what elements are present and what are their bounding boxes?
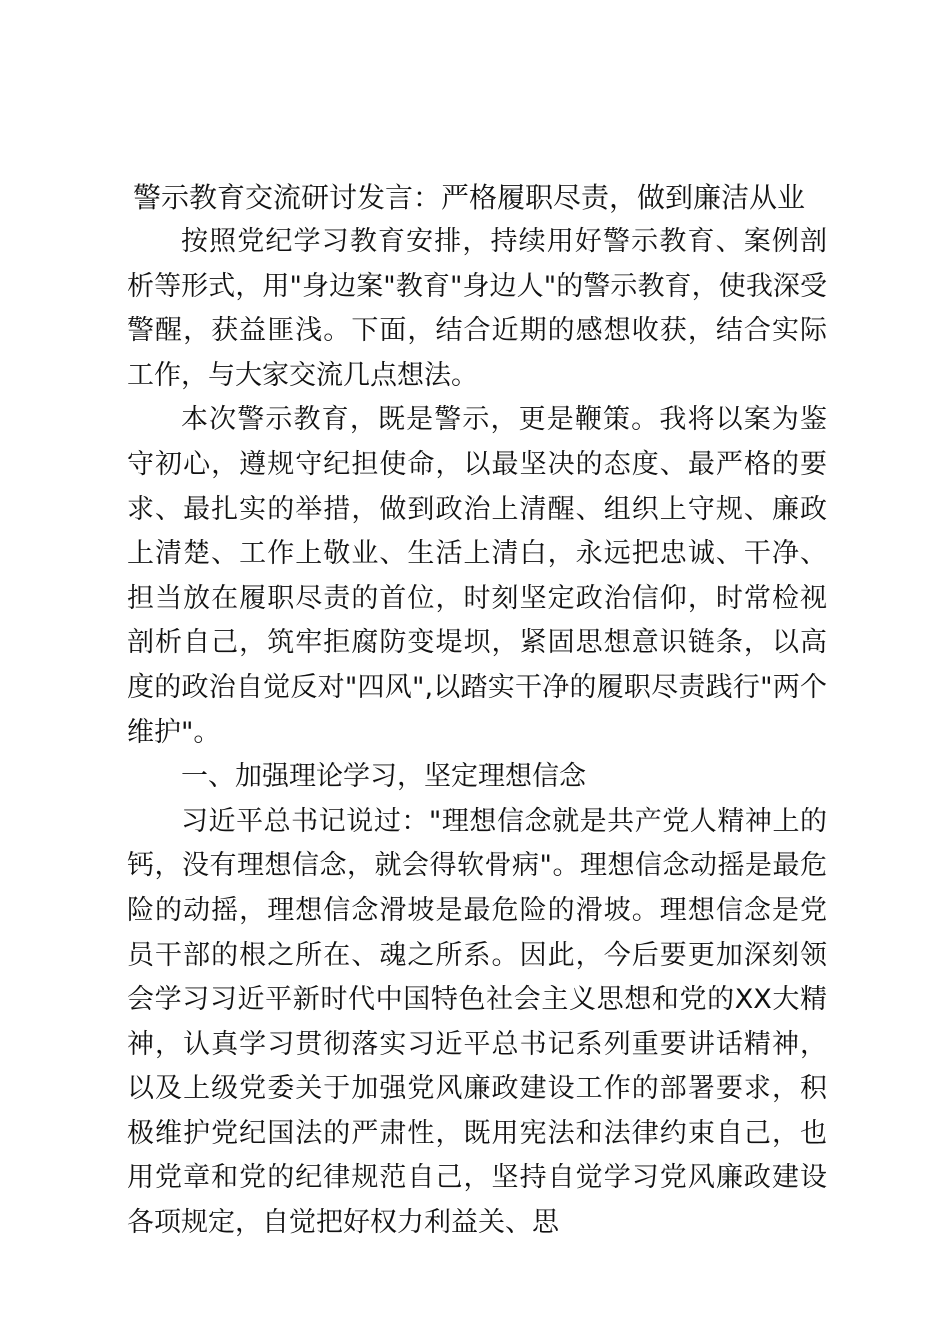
document-title: 警示教育交流研讨发言：严格履职尽责，做到廉洁从业 — [133, 181, 806, 214]
section-heading: 一、加强理论学习，坚定理想信念 — [181, 761, 586, 793]
commitment-paragraph: 本次警示教育，既是警示，更是鞭策。我将以案为鉴守初心，遵规守纪担使命，以最坚决的态度、最严格的要求、最扎实的举措，做到政治上清醒、组织上守规、廉政上清楚、工作上敬业、生活上清白，永远把忠诚、干净、担当放在履职尽责的首位，时刻坚定政治信仰，时常检视剖析自己，筑牢拒腐防变堤坝，紧固思想意识链条，以高度的政治自觉反对"四风",以踏实干净的履职尽责践行"两个维护"。 — [127, 404, 827, 748]
section-paragraph: 习近平总书记说过："理想信念就是共产党人精神上的钙，没有理想信念，就会得软骨病"。理想信念动摇是最危险的动摇，理想信念滑坡是最危险的滑坡。理想信念是党员干部的根之所在、魂之所系。因此，今后要更加深刻领会学习习近平新时代中国特色社会主义思想和党的XX大精神，认真学习贯彻落实习近平总书记系列重要讲话精神，以及上级党委关于加强党风廉政建设工作的部署要求，积极维护党纪国法的严肃性，既用宪法和法律约束自己，也用党章和党的纪律规范自己，坚持自觉学习党风廉政建设各项规定，自觉把好权力利益关、思 — [127, 805, 827, 1239]
intro-paragraph: 按照党纪学习教育安排，持续用好警示教育、案例剖析等形式，用"身边案"教育"身边人"的警示教育，使我深受警醒，获益匪浅。下面，结合近期的感想收获，结合实际工作，与大家交流几点想法。 — [127, 226, 827, 391]
document-body — [127, 176, 827, 1246]
